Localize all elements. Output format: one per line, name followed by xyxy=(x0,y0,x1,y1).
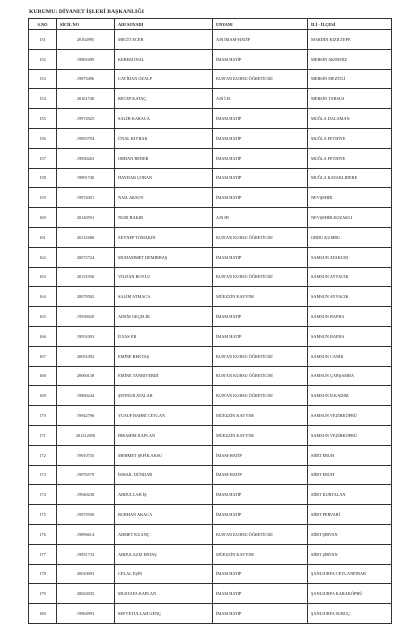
table-row xyxy=(29,425,392,445)
cell-sno: 152 xyxy=(29,49,57,69)
cell-title: A/B İMAM-HATİP xyxy=(213,30,308,50)
column-header-ilce: İLİ - İLÇESİ xyxy=(308,19,392,30)
cell-sno: 167 xyxy=(29,346,57,366)
cell-sicil: 19972925 xyxy=(57,109,115,129)
column-header-sno: S.NO xyxy=(29,19,57,30)
cell-sicil: 19830263 xyxy=(57,148,115,168)
cell-title: İMAM HATİP xyxy=(213,326,308,346)
cell-title: KUR'AN KURSU ÖĞRETİCİSİ xyxy=(213,346,308,366)
cell-sno: 168 xyxy=(29,366,57,386)
cell-name: BURHAN AKACA xyxy=(115,505,213,525)
cell-sno: 161 xyxy=(29,227,57,247)
cell-sicil: 19974451 xyxy=(57,188,115,208)
cell-location: ŞANLIURFA SURUÇ xyxy=(308,604,392,624)
cell-location: MUĞLA FETHİYE xyxy=(308,128,392,148)
cell-location: SAMSUN AYVACIK xyxy=(308,267,392,287)
table-row xyxy=(29,544,392,564)
cell-sicil: 20051092 xyxy=(57,346,115,366)
table-row xyxy=(29,465,392,485)
table-row xyxy=(29,505,392,525)
cell-location: SAMSUN İLKADIM xyxy=(308,386,392,406)
cell-location: SAMSUN ÇARŞAMBA xyxy=(308,366,392,386)
table-row xyxy=(29,366,392,386)
cell-sicil: 19881009 xyxy=(57,49,115,69)
cell-location: SAMSUN VEZİRKÖPRÜ xyxy=(308,425,392,445)
table-row xyxy=(29,386,392,406)
cell-sicil: 20112686 xyxy=(57,227,115,247)
cell-sicil: 19891740 xyxy=(57,168,115,188)
cell-sno: 170 xyxy=(29,406,57,426)
cell-title: İMAM HATİP xyxy=(213,604,308,624)
table-row xyxy=(29,485,392,505)
cell-name: İLYAS ER xyxy=(115,326,213,346)
cell-sno: 175 xyxy=(29,505,57,525)
cell-sno: 162 xyxy=(29,247,57,267)
cell-name: EMİNE BEKTAŞ xyxy=(115,346,213,366)
cell-sicil: 19951733 xyxy=(57,544,115,564)
cell-name: NAİL AKSOY xyxy=(115,188,213,208)
cell-sicil: 19896614 xyxy=(57,524,115,544)
cell-sno: 151 xyxy=(29,30,57,50)
cell-sno: 172 xyxy=(29,445,57,465)
cell-name: RECEP KATAÇ xyxy=(115,89,213,109)
column-header-sicil: SİCİL NO xyxy=(57,19,115,30)
cell-sicil: 19964993 xyxy=(57,604,115,624)
table-header-row xyxy=(29,19,392,30)
cell-title: İMAM HATİP xyxy=(213,188,308,208)
cell-title: İMAM HATİP xyxy=(213,109,308,129)
cell-location: SAMSUN AYVACIK xyxy=(308,287,392,307)
cell-title: MÜEZZİN KAYYIM xyxy=(213,406,308,426)
cell-title: İMAM HATİP xyxy=(213,307,308,327)
cell-sno: 158 xyxy=(29,168,57,188)
cell-title: İMAM HATİP xyxy=(213,485,308,505)
cell-name: HAYDAR ÇOBAN xyxy=(115,168,213,188)
cell-sno: 157 xyxy=(29,148,57,168)
cell-name: ZEYNEP TOMAKIN xyxy=(115,227,213,247)
cell-location: SİİRT KURTALAN xyxy=(308,485,392,505)
cell-name: İSMAİL DÜNDAR xyxy=(115,465,213,485)
table-row xyxy=(29,208,392,228)
table-row xyxy=(29,287,392,307)
table-row xyxy=(29,49,392,69)
cell-location: ŞANLIURFA KARAKÖPRÜ xyxy=(308,584,392,604)
cell-name: ABDULAZİZ ERTAŞ xyxy=(115,544,213,564)
cell-location: MUĞLA KAVAKLIDERE xyxy=(308,168,392,188)
cell-title: KUR'AN KURSU ÖĞRETİCİSİ xyxy=(213,267,308,287)
cell-title: KUR'AN KURSU ÖĞRETİCİSİ xyxy=(213,366,308,386)
cell-sicil: 19930020 xyxy=(57,307,115,327)
cell-sno: 174 xyxy=(29,485,57,505)
cell-title: İMAM-HATİP xyxy=(213,445,308,465)
cell-location: SAMSUN BAFRA xyxy=(308,307,392,327)
cell-sno: 169 xyxy=(29,386,57,406)
table-row xyxy=(29,524,392,544)
cell-title: İMAM HATİP xyxy=(213,505,308,525)
cell-sno: 156 xyxy=(29,128,57,148)
cell-location: NEVŞEHİR xyxy=(308,188,392,208)
cell-sno: 171 xyxy=(29,425,57,445)
cell-title: KUR'AN KURSU ÖĞRETİCİSİ xyxy=(213,524,308,544)
column-header-adi: ADI SOYADI xyxy=(115,19,213,30)
cell-sno: 163 xyxy=(29,267,57,287)
cell-sicil: 19975930 xyxy=(57,505,115,525)
cell-location: SAMSUN ATAKUM xyxy=(308,247,392,267)
cell-sno: 179 xyxy=(29,584,57,604)
table-row xyxy=(29,128,392,148)
cell-title: KUR'AN KURSU ÖĞRETİCİSİ xyxy=(213,69,308,89)
cell-title: İMAM HATİP xyxy=(213,247,308,267)
cell-location: NEVŞEHİR KOZAKLI xyxy=(308,208,392,228)
cell-title: İMAM-HATİP xyxy=(213,465,308,485)
cell-title: İMAM HATİP xyxy=(213,49,308,69)
cell-location: MERSİN MEZİTLİ xyxy=(308,69,392,89)
cell-sicil: 20010093 xyxy=(57,564,115,584)
table-row xyxy=(29,247,392,267)
cell-sicil: 19860244 xyxy=(57,386,115,406)
cell-name: MECİT ECER xyxy=(115,30,213,50)
cell-name: ORHAN BEDER xyxy=(115,148,213,168)
cell-sno: 173 xyxy=(29,465,57,485)
cell-sno: 154 xyxy=(29,89,57,109)
cell-sicil: 20131936 xyxy=(57,267,115,287)
cell-title: A/B İH xyxy=(213,208,308,228)
cell-sicil: 20023035 xyxy=(57,584,115,604)
table-row xyxy=(29,584,392,604)
table-row xyxy=(29,307,392,327)
cell-sno: 153 xyxy=(29,69,57,89)
table-row xyxy=(29,604,392,624)
table-row xyxy=(29,30,392,50)
cell-sicil: 19910735 xyxy=(57,445,115,465)
cell-location: SAMSUN VEZİRKÖPRÜ xyxy=(308,406,392,426)
cell-title: MÜEZZİN KAYYIM xyxy=(213,287,308,307)
cell-sno: 160 xyxy=(29,208,57,228)
cell-location: SİİRT PERVARİ xyxy=(308,505,392,525)
cell-sno: 178 xyxy=(29,564,57,584)
cell-title: İMAM HATİP xyxy=(213,148,308,168)
cell-location: SİİRT ŞİRVAN xyxy=(308,544,392,564)
cell-sicil: 19951003 xyxy=(57,326,115,346)
cell-sicil: 19976579 xyxy=(57,465,115,485)
cell-title: İMAM HATİP xyxy=(213,564,308,584)
cell-sicil: 20161740 xyxy=(57,89,115,109)
table-row xyxy=(29,188,392,208)
institution-label: KURUMU: DİYANET İŞLERİ BAŞKANLIĞI xyxy=(29,9,145,15)
cell-sicil: 20162995 xyxy=(57,30,115,50)
cell-sno: 164 xyxy=(29,287,57,307)
cell-sno: 159 xyxy=(29,188,57,208)
cell-name: AHMET KUANÇ xyxy=(115,524,213,544)
table-row xyxy=(29,564,392,584)
cell-location: MERSİN TARSUS xyxy=(308,89,392,109)
table-row xyxy=(29,109,392,129)
cell-location: MUĞLA DALAMAN xyxy=(308,109,392,129)
cell-sicil: 19940238 xyxy=(57,485,115,505)
cell-title: İMAM HATİP xyxy=(213,128,308,148)
cell-sicil: 20072724 xyxy=(57,247,115,267)
cell-sno: 177 xyxy=(29,544,57,564)
table-row xyxy=(29,346,392,366)
cell-name: CELAL EŞİN xyxy=(115,564,213,584)
cell-name: İBRAHİM KAPLAN xyxy=(115,425,213,445)
cell-location: ŞANLIURFA CEYLANPINAR xyxy=(308,564,392,584)
cell-title: KUR'AN KURSU ÖĞRETİCİSİ xyxy=(213,386,308,406)
cell-location: MARDİN KIZILTEPE xyxy=(308,30,392,50)
table-row xyxy=(29,89,392,109)
table-row xyxy=(29,326,392,346)
table-row xyxy=(29,148,392,168)
cell-location: MERSİN AKDENİZ xyxy=(308,49,392,69)
cell-title: MÜEZZİN KAYYIM xyxy=(213,544,308,564)
cell-location: SAMSUN CANİK xyxy=(308,346,392,366)
cell-location: MUĞLA FETHİYE xyxy=(308,148,392,168)
table-row xyxy=(29,267,392,287)
cell-location: SAMSUN BAFRA xyxy=(308,326,392,346)
table-row xyxy=(29,168,392,188)
cell-name: SALİM ATMACA xyxy=(115,287,213,307)
cell-name: ABDULLAH İŞ xyxy=(115,485,213,505)
cell-sno: 180 xyxy=(29,604,57,624)
cell-sicil: 20140591 xyxy=(57,208,115,228)
cell-sicil: 19855794 xyxy=(57,128,115,148)
cell-name: ADEM GEÇELİK xyxy=(115,307,213,327)
cell-name: MUHAMMET DEMİRBAŞ xyxy=(115,247,213,267)
cell-sno: 166 xyxy=(29,326,57,346)
cell-sicil: 19875496 xyxy=(57,69,115,89)
cell-name: EMİNE TANRIVERDİ xyxy=(115,366,213,386)
cell-sno: 165 xyxy=(29,307,57,327)
cell-name: ŞENNUR ATALAR xyxy=(115,386,213,406)
cell-title: KUR'AN KURSU ÖĞRETİCİSİ xyxy=(213,227,308,247)
cell-name: MUSTAFA KAPLAN xyxy=(115,584,213,604)
table-row xyxy=(29,227,392,247)
column-header-unvan: UNVANI xyxy=(213,19,308,30)
cell-sicil: 201212058 xyxy=(57,425,115,445)
cell-name: YUSUF BAHRİ CEYLAN xyxy=(115,406,213,426)
cell-name: VİLDAN BOYLU xyxy=(115,267,213,287)
cell-title: MÜEZZİN KAYYIM xyxy=(213,425,308,445)
table-row xyxy=(29,69,392,89)
cell-title: A/B İ.H. xyxy=(213,89,308,109)
table-row xyxy=(29,406,392,426)
cell-sicil: 19942796 xyxy=(57,406,115,426)
table-row xyxy=(29,445,392,465)
cell-title: İMAM HATİP xyxy=(213,584,308,604)
personnel-table xyxy=(28,18,392,624)
cell-location: SİİRT ERUH xyxy=(308,445,392,465)
cell-location: ORDU KUMRU xyxy=(308,227,392,247)
cell-sicil: 20079502 xyxy=(57,287,115,307)
cell-sicil: 20060138 xyxy=(57,366,115,386)
cell-name: SEFVETULLAH GENÇ xyxy=(115,604,213,624)
cell-title: İMAM HATİP xyxy=(213,168,308,188)
cell-name: CAVİDAN ÖZALP xyxy=(115,69,213,89)
cell-name: NURİ BAKIR xyxy=(115,208,213,228)
cell-name: SALİH KARACA xyxy=(115,109,213,129)
cell-sno: 155 xyxy=(29,109,57,129)
cell-name: MEHMET ŞEFİK AKSU xyxy=(115,445,213,465)
cell-name: ÜNAL KIVRAK xyxy=(115,128,213,148)
cell-name: KEREM İNAL xyxy=(115,49,213,69)
cell-location: SİİRT ERUH xyxy=(308,465,392,485)
cell-location: SİİRT ŞİRVAN xyxy=(308,524,392,544)
cell-sno: 176 xyxy=(29,524,57,544)
